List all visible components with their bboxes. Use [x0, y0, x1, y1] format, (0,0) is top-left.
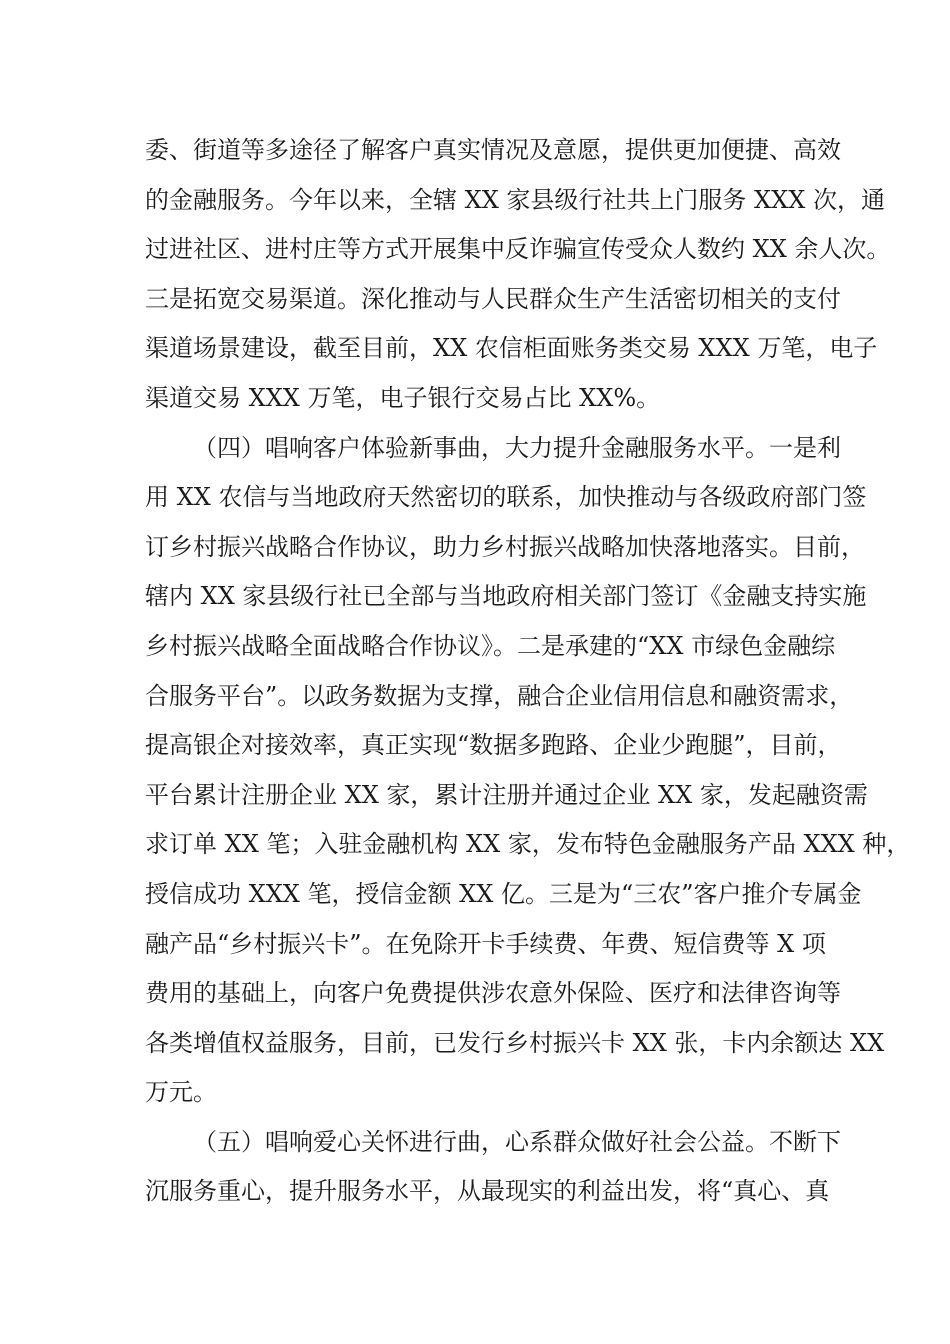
text-line: 各类增值权益服务，目前，已发行乡村振兴卡 XX 张，卡内余额达 XX [145, 1028, 885, 1057]
text-line: 渠道场景建设，截至目前，XX 农信柜面账务类交易 XXX 万笔，电子 [145, 334, 878, 363]
body-text [145, 126, 911, 1217]
text-line: 授信成功 XXX 笔，授信金额 XX 亿。三是为“三农”客户推介专属金 [145, 879, 862, 908]
text-line: 合服务平台”。以政务数据为支撑，融合企业信用信息和融资需求， [145, 681, 854, 710]
text-line: 求订单 XX 笔；入驻金融机构 XX 家，发布特色金融服务产品 XXX 种， [145, 830, 911, 859]
text-line: 三是拓宽交易渠道。深化推动与人民群众生产生活密切相关的支付 [145, 284, 841, 313]
paragraph-heading-4: （四）唱响客户体验新事曲，大力提升金融服务水平。一是利 [193, 433, 841, 462]
text-line: 融产品“乡村振兴卡”。在免除开卡手续费、年费、短信费等 X 项 [145, 929, 826, 958]
text-line: 委、街道等多途径了解客户真实情况及意愿，提供更加便捷、高效 [145, 136, 841, 164]
text-line: 过进社区、进村庄等方式开展集中反诈骗宣传受众人数约 XX 余人次。 [145, 235, 891, 264]
text-line: 提高银企对接效率，真正实现“数据多跑路、企业少跑腿”，目前， [145, 731, 842, 760]
text-line: 辖内 XX 家县级行社已全部与当地政府相关部门签订《金融支持实施 [145, 582, 867, 611]
paragraph-heading-5: （五）唱响爱心关怀进行曲，心系群众做好社会公益。不断下 [193, 1127, 841, 1156]
text-line: 沉服务重心，提升服务水平，从最现实的利益出发，将“真心、真 [145, 1177, 830, 1206]
text-line: 渠道交易 XXX 万笔，电子银行交易占比 XX%。 [145, 383, 661, 412]
text-line: 平台累计注册企业 XX 家，累计注册并通过企业 XX 家，发起融资需 [145, 780, 868, 809]
text-line: 用 XX 农信与当地政府天然密切的联系，加快推动与各级政府部门签 [145, 483, 867, 512]
text-line: 费用的基础上，向客户免费提供涉农意外保险、医疗和法律咨询等 [145, 979, 841, 1008]
text-line: 乡村振兴战略全面战略合作协议》。二是承建的“XX 市绿色金融综 [145, 631, 836, 660]
text-line: 万元。 [145, 1078, 217, 1107]
text-line: 订乡村振兴战略合作协议，助力乡村振兴战略加快落地落实。目前， [145, 532, 865, 561]
text-line: 的金融服务。今年以来，全辖 XX 家县级行社共上门服务 XXX 次，通 [145, 185, 885, 214]
